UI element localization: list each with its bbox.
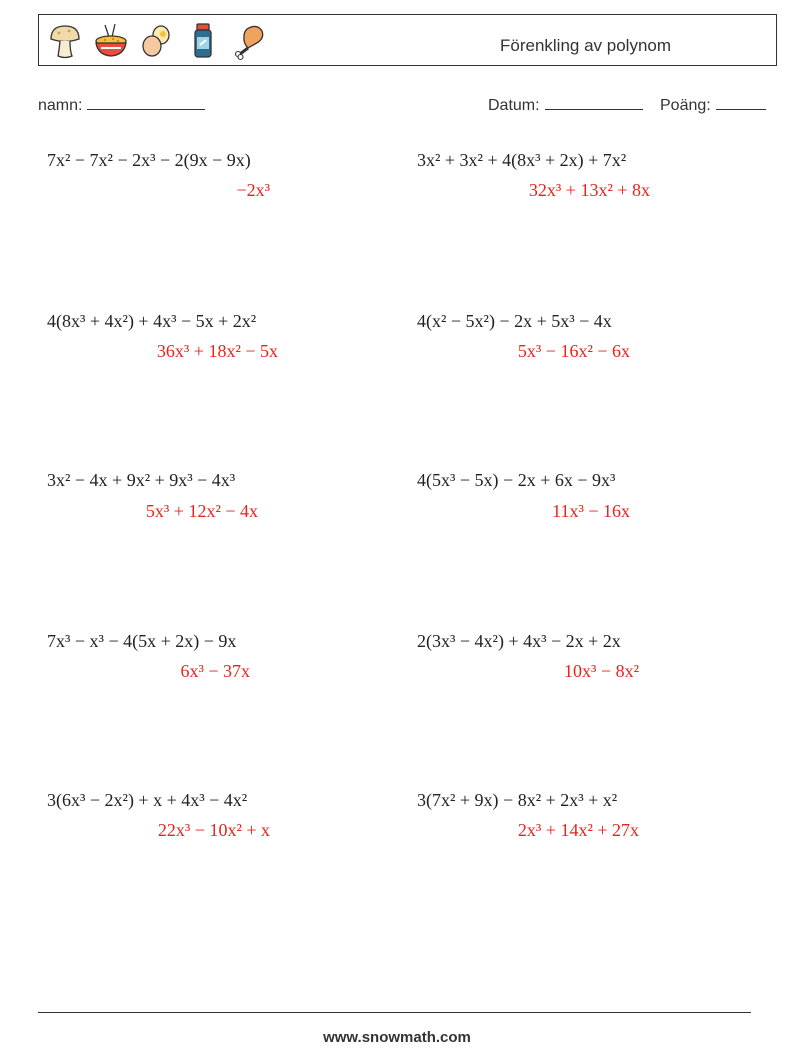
problem-4: 4(x² − 5x²) − 2x + 5x³ − 4x — [417, 311, 612, 331]
date-label: Datum: — [488, 97, 540, 114]
answer-5: 5x³ + 12x² − 4x — [145, 501, 258, 521]
problem-6: 4(5x³ − 5x) − 2x + 6x − 9x³ — [417, 470, 616, 490]
header-icons — [47, 21, 277, 61]
footer-url: www.snowmath.com — [323, 1029, 471, 1046]
rice-bowl-icon — [93, 21, 129, 61]
problem-1: 7x² − 7x² − 2x³ − 2(9x − 9x) — [47, 150, 251, 170]
worksheet-header — [38, 14, 777, 66]
problem-8: 2(3x³ − 4x²) + 4x³ − 2x + 2x — [417, 631, 621, 651]
name-label: namn: — [38, 97, 83, 114]
score-label: Poäng: — [660, 97, 711, 114]
date-field — [488, 95, 643, 115]
name-field — [38, 95, 205, 115]
answer-10: 2x³ + 14x² + 27x — [517, 820, 639, 840]
name-blank — [87, 95, 205, 110]
problem-2: 3x² + 3x² + 4(8x³ + 2x) + 7x² — [417, 150, 627, 170]
jar-icon — [185, 21, 221, 61]
answer-3: 36x³ + 18x² − 5x — [156, 341, 278, 361]
problem-10: 3(7x² + 9x) − 8x² + 2x³ + x² — [417, 790, 618, 810]
score-field — [660, 95, 766, 115]
chicken-leg-icon — [231, 21, 267, 61]
answer-8: 10x³ − 8x² — [564, 661, 639, 681]
worksheet-title: Förenkling av polynom — [500, 36, 672, 55]
answer-9: 22x³ − 10x² + x — [157, 820, 270, 840]
mushroom-icon — [47, 21, 83, 61]
problem-5: 3x² − 4x + 9x² + 9x³ − 4x³ — [47, 470, 236, 490]
eggs-icon — [139, 21, 175, 61]
answer-6: 11x³ − 16x — [552, 501, 630, 521]
footer-divider — [38, 1012, 751, 1013]
answer-1: −2x³ — [236, 180, 270, 200]
score-blank — [716, 95, 766, 110]
answer-4: 5x³ − 16x² − 6x — [517, 341, 630, 361]
problem-9: 3(6x³ − 2x²) + x + 4x³ − 4x² — [47, 790, 248, 810]
problem-7: 7x³ − x³ − 4(5x + 2x) − 9x — [47, 631, 237, 651]
answer-7: 6x³ − 37x — [180, 661, 250, 681]
answer-2: 32x³ + 13x² + 8x — [528, 180, 650, 200]
date-blank — [545, 95, 643, 110]
problem-3: 4(8x³ + 4x²) + 4x³ − 5x + 2x² — [47, 311, 257, 331]
